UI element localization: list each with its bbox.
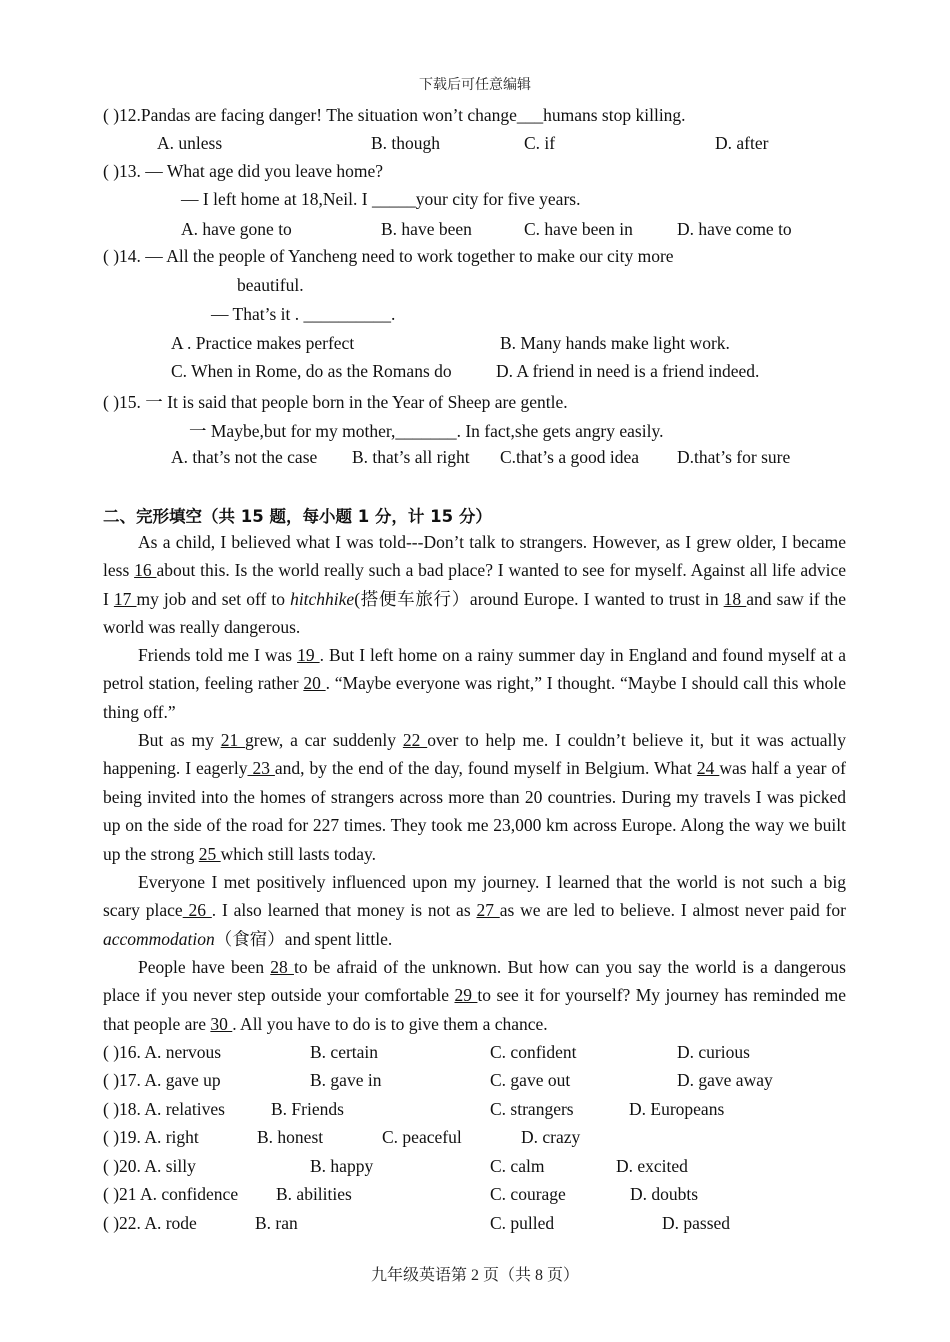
q14-line-2: — That’s it . __________. <box>211 304 396 324</box>
choice-18-c: C. strangers <box>490 1099 574 1119</box>
choice-18-a: ( )18. A. relatives <box>103 1099 225 1119</box>
q13-line-2: — I left home at 18,Neil. I _____your city for five years. <box>181 189 581 209</box>
choice-22-d: D. passed <box>662 1213 731 1233</box>
q14-option-a: A . Practice makes perfect <box>171 333 355 353</box>
q15-option-d: D.that’s for sure <box>677 447 791 467</box>
choice-20-d: D. excited <box>616 1156 688 1176</box>
blank-16: 16 <box>134 560 157 581</box>
blank-23: 23 <box>247 758 275 779</box>
q15-option-c: C.that’s a good idea <box>500 447 640 467</box>
q14-option-c: C. When in Rome, do as the Romans do <box>171 361 452 381</box>
blank-28: 28 <box>270 957 294 977</box>
q13-option-b: B. have been <box>381 219 472 239</box>
page-footer: 九年级英语第 2 页（共 8 页） <box>370 1267 579 1284</box>
choice-21-d: D. doubts <box>630 1184 699 1204</box>
choice-16-a: ( )16. A. nervous <box>103 1042 222 1062</box>
choice-16-c: C. confident <box>490 1042 577 1062</box>
choice-22-c: C. pulled <box>490 1213 555 1233</box>
q15-line-2: 一 Maybe,but for my mother,_______. In fact,she gets angry easily. <box>189 421 664 441</box>
choice-17-a: ( )17. A. gave up <box>103 1070 221 1090</box>
passage-paragraph-5: People have been 28 to be afraid of the unknown. But how can you say the world is a dangerous place if you never step outside your comfortable 29 to see it for yourself? My journey has reminded me that people are 30 . All you have to do is to give them a chance. <box>103 957 847 1034</box>
accommodation-word: accommodation <box>103 928 215 949</box>
blank-30: 30 <box>210 1013 233 1034</box>
choice-20-a: ( )20. A. silly <box>103 1156 196 1176</box>
section-2-title: 二、完形填空（共 15 题，每小题 1 分，计 15 分） <box>103 507 492 526</box>
choice-22-b: B. ran <box>255 1213 298 1233</box>
q13-option-c: C. have been in <box>524 219 633 239</box>
question-15-stem: ( )15. 一 It is said that people born in the Year of Sheep are gentle. <box>103 392 568 412</box>
choice-16-d: D. curious <box>677 1042 750 1062</box>
blank-24: 24 <box>696 758 720 779</box>
passage-paragraph-2: Friends told me I was 19 . But I left home on a rainy summer day in England and found myself at a petrol station, feeling rather 20 . “Maybe everyone was right,” I thought. “Maybe I should call this whole thing off.” <box>103 645 847 722</box>
choice-19-c: C. peaceful <box>382 1127 462 1147</box>
q13-option-a: A. have gone to <box>181 219 292 239</box>
choice-19-b: B. honest <box>257 1127 324 1147</box>
question-12-stem: ( )12.Pandas are facing danger! The situation won’t change___humans stop killing. <box>103 105 686 125</box>
blank-22: 22 <box>402 730 428 750</box>
choice-22-a: ( )22. A. rode <box>103 1213 197 1233</box>
choice-18-d: D. Europeans <box>629 1099 725 1119</box>
choice-20-c: C. calm <box>490 1156 545 1176</box>
blank-21: 21 <box>220 730 246 750</box>
blank-25: 25 <box>198 843 221 864</box>
choice-20-b: B. happy <box>310 1156 374 1176</box>
choice-21-c: C. courage <box>490 1184 566 1204</box>
question-14-stem: ( )14. — All the people of Yancheng need to work together to make our city more <box>103 246 674 266</box>
choice-19-d: D. crazy <box>521 1127 581 1147</box>
q14-line-1b: beautiful. <box>237 275 304 295</box>
choice-18-b: B. Friends <box>271 1099 344 1119</box>
q12-option-a: A. unless <box>157 133 223 153</box>
q14-option-b: B. Many hands make light work. <box>500 333 730 353</box>
choice-17-c: C. gave out <box>490 1070 571 1090</box>
q15-option-b: B. that’s all right <box>352 447 470 467</box>
q12-option-b: B. though <box>371 133 441 153</box>
choice-16-b: B. certain <box>310 1042 379 1062</box>
choice-21-a: ( )21 A. confidence <box>103 1184 239 1204</box>
page-header: 下载后可任意编辑 <box>419 78 531 93</box>
blank-29: 29 <box>454 985 478 1006</box>
passage-paragraph-3: But as my 21 grew, a car suddenly 22 over to help me. I couldn’t believe it, but it was actually happening. I eagerly 23 and, by the end of the day, found myself in Belgium. What 24 was half a year of being invited into the homes of strangers across more than 20 countries. During my travels I was picked up on the side of the road for 227 times. They took me 23,000 km across Europe. Along the way we built up the strong 25 which still lasts today. <box>103 730 847 864</box>
choice-17-b: B. gave in <box>310 1070 382 1090</box>
blank-17: 17 <box>113 588 137 609</box>
q12-option-d: D. after <box>715 133 769 153</box>
q13-option-d: D. have come to <box>677 219 792 239</box>
passage-paragraph-4: Everyone I met positively influenced upon my journey. I learned that the world is not such a big scary place 26 . I also learned that money is not as 27 as we are led to believe. I almost never paid for accommodation（食宿）and spent little. <box>103 872 846 949</box>
passage-paragraph-1: As a child, I believed what I was told---Don’t talk to strangers. However, as I grew older, I became less 16 about this. Is the world really such a bad place? I wanted to see for myself. Against all life advice I 17 my job and set off to hitchhike(搭便车旅行）around Europe. I wanted to trust in 18 and saw if the world was really dangerous. <box>103 532 847 638</box>
blank-19: 19 <box>297 645 320 665</box>
q14-option-d: D. A friend in need is a friend indeed. <box>496 361 760 381</box>
hitchhike-word: hitchhike <box>290 588 355 609</box>
blank-20: 20 <box>303 673 326 694</box>
choice-17-d: D. gave away <box>677 1070 773 1090</box>
choice-19-a: ( )19. A. right <box>103 1127 199 1147</box>
blank-27: 27 <box>476 900 500 921</box>
choice-21-b: B. abilities <box>276 1184 352 1204</box>
q15-option-a: A. that’s not the case <box>171 447 318 467</box>
blank-26: 26 <box>182 900 212 921</box>
blank-18: 18 <box>723 588 747 609</box>
q12-option-c: C. if <box>524 133 556 153</box>
question-13-stem: ( )13. — What age did you leave home? <box>103 161 384 181</box>
